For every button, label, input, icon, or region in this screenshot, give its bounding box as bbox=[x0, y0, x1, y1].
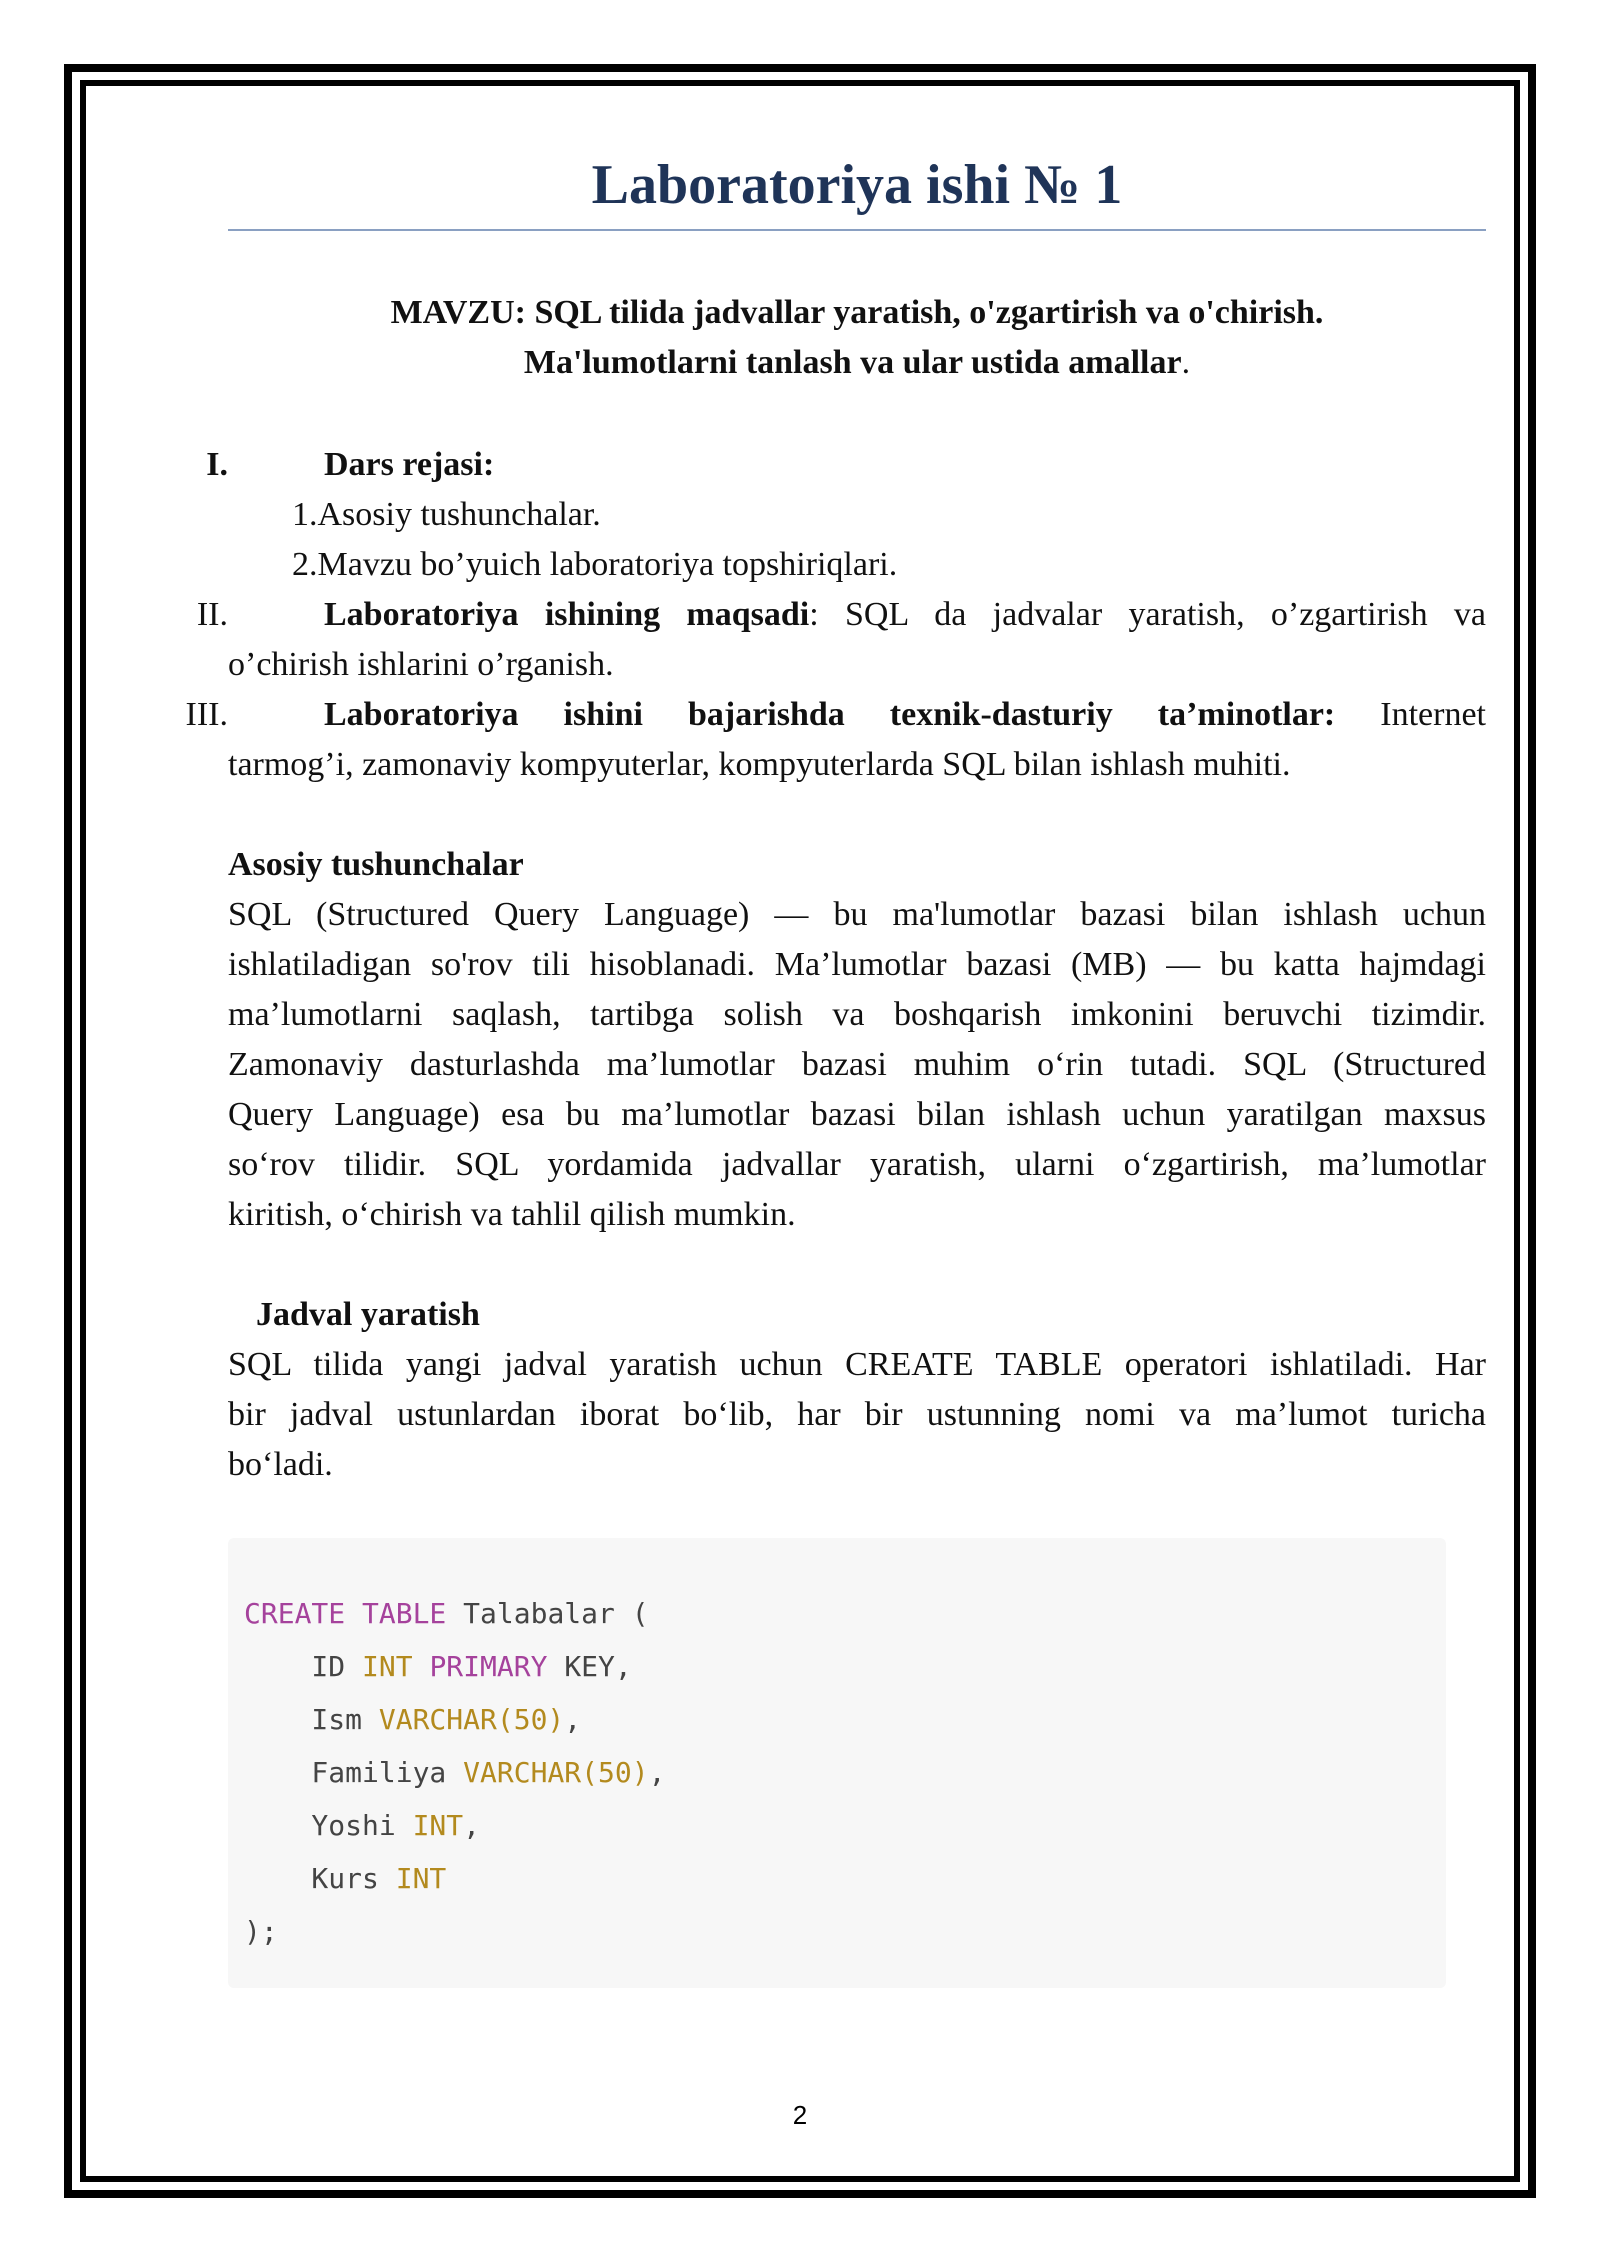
topic-block bbox=[228, 288, 1486, 388]
basics-line-5: Query Language) esa bu ma’lumotlar bazasi bilan ishlash uchun yaratilgan maxsus bbox=[228, 1096, 1486, 1133]
code-type: VARCHAR(50) bbox=[463, 1756, 649, 1789]
basics-line-2: ishlatiladigan so'rov tili hisoblanadi. Ma’lumotlar bazasi (MB) — bu katta hajmdagi bbox=[228, 946, 1486, 983]
topic-line-2-end: . bbox=[1181, 344, 1191, 381]
basics-heading: Asosiy tushunchalar bbox=[228, 846, 524, 883]
code-type: INT bbox=[362, 1650, 413, 1683]
section-2-heading: Laboratoriya ishining maqsadi bbox=[324, 596, 810, 633]
basics-line-4: Zamonaviy dasturlashda ma’lumotlar bazasi muhim o‘rin tutadi. SQL (Structured bbox=[228, 1046, 1486, 1083]
code-line-3 bbox=[244, 1701, 581, 1739]
code-line-6 bbox=[244, 1860, 446, 1898]
section-2-text-1: : SQL da jadvalar yaratish, o’zgartirish va bbox=[809, 596, 1487, 633]
section-3-text-1: Internet bbox=[1335, 696, 1486, 733]
code-text: Ism bbox=[244, 1703, 379, 1736]
code-line-1 bbox=[244, 1595, 649, 1633]
code-line-7: ); bbox=[244, 1915, 278, 1948]
section-3-line-1 bbox=[324, 690, 1486, 740]
code-type: INT bbox=[412, 1809, 464, 1842]
code-text: KEY, bbox=[547, 1650, 632, 1683]
code-text: , bbox=[564, 1703, 582, 1736]
basics-line-7: kiritish, o‘chirish va tahlil qilish mumkin. bbox=[228, 1196, 796, 1233]
page-number: 2 bbox=[792, 2100, 808, 2130]
plan-item-2: 2.Mavzu bo’yuich laboratoriya topshiriqlari. bbox=[292, 546, 898, 583]
basics-line-3: ma’lumotlarni saqlash, tartibga solish va boshqarish imkonini beruvchi tizimdir. bbox=[228, 996, 1486, 1033]
section-3-line-2: tarmog’i, zamonaviy kompyuterlar, kompyuterlarda SQL bilan ishlash muhiti. bbox=[228, 746, 1291, 783]
table-line-3: bo‘ladi. bbox=[228, 1446, 333, 1483]
code-keyword: CREATE TABLE bbox=[244, 1597, 447, 1630]
section-2-line-1 bbox=[324, 590, 1486, 640]
code-keyword: PRIMARY bbox=[429, 1650, 548, 1683]
table-line-2: bir jadval ustunlardan iborat bo‘lib, har bir ustunning nomi va ma’lumot turicha bbox=[228, 1396, 1486, 1433]
plan-item-1: 1.Asosiy tushunchalar. bbox=[292, 496, 601, 533]
section-1-heading: Dars rejasi: bbox=[324, 446, 495, 483]
section-2-numeral: II. bbox=[196, 596, 228, 633]
code-line-2 bbox=[244, 1648, 632, 1686]
page-title: Laboratoriya ishi № 1 bbox=[591, 154, 1123, 216]
code-line-4 bbox=[244, 1754, 665, 1792]
code-text bbox=[413, 1650, 430, 1683]
topic-line-2-text: Ma'lumotlarni tanlash va ular ustida amallar bbox=[523, 344, 1182, 381]
table-line-1: SQL tilida yangi jadval yaratish uchun CREATE TABLE operatori ishlatiladi. Har bbox=[228, 1346, 1486, 1383]
section-3-numeral: III. bbox=[185, 696, 228, 733]
section-1-numeral: I. bbox=[206, 446, 228, 483]
code-text: , bbox=[463, 1809, 481, 1842]
code-type: VARCHAR(50) bbox=[378, 1703, 565, 1736]
table-heading: Jadval yaratish bbox=[256, 1296, 480, 1333]
code-text: Yoshi bbox=[244, 1809, 413, 1842]
code-block bbox=[228, 1538, 1446, 1988]
code-text: ID bbox=[244, 1650, 363, 1683]
basics-line-6: so‘rov tilidir. SQL yordamida jadvallar yaratish, ularni o‘zgartirish, ma’lumotlar bbox=[228, 1146, 1486, 1183]
code-text: , bbox=[648, 1756, 666, 1789]
basics-line-1: SQL (Structured Query Language) — bu ma'lumotlar bazasi bilan ishlash uchun bbox=[228, 896, 1486, 933]
section-3-heading: Laboratoriya ishini bajarishda texnik-dasturiy ta’minotlar: bbox=[324, 696, 1336, 733]
code-text: Talabalar ( bbox=[446, 1597, 649, 1630]
code-text: Kurs bbox=[244, 1862, 396, 1895]
code-type: INT bbox=[395, 1862, 447, 1895]
code-text: Familiya bbox=[244, 1756, 464, 1789]
title-underline bbox=[228, 229, 1486, 231]
code-line-5 bbox=[244, 1807, 480, 1845]
topic-line-1: MAVZU: SQL tilida jadvallar yaratish, o'zgartirish va o'chirish. bbox=[390, 294, 1324, 331]
section-2-line-2: o’chirish ishlarini o’rganish. bbox=[228, 646, 614, 683]
topic-line-2 bbox=[228, 338, 1486, 388]
